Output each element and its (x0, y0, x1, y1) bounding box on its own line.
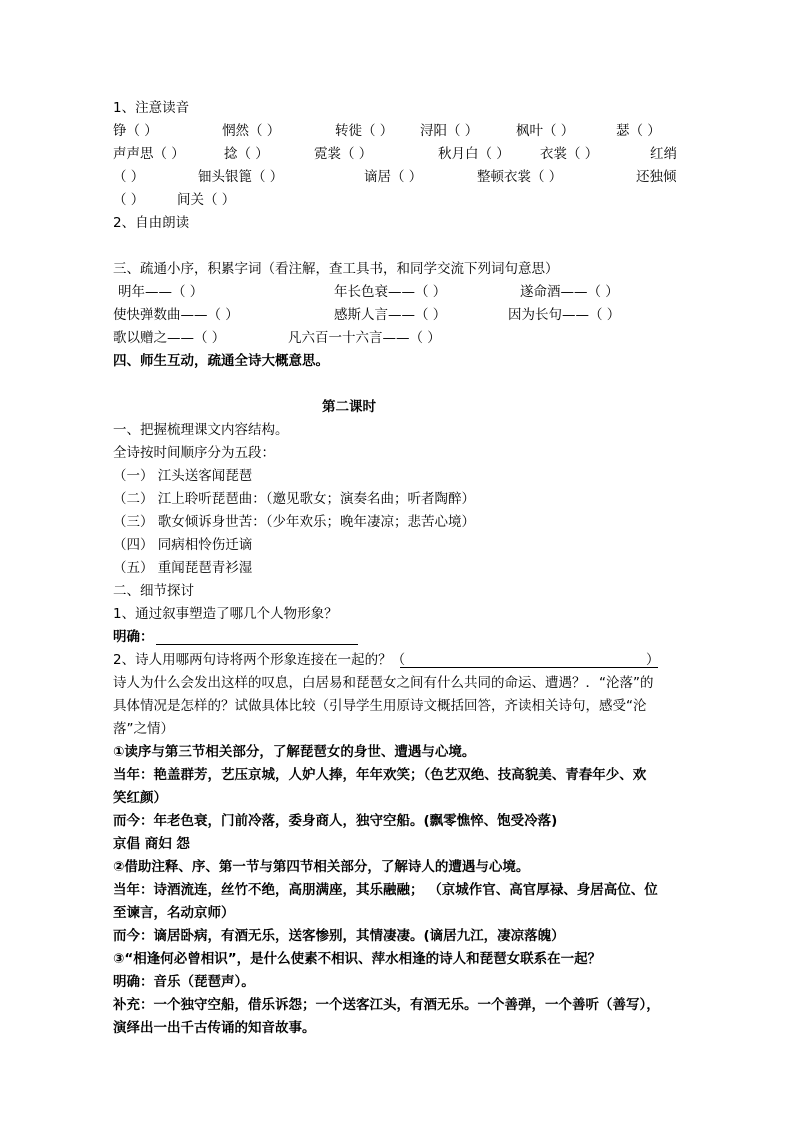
section-heading-vocabulary: 三、疏通小序，积累字词（看注解，查工具书，和同学交流下列词句意思） (113, 261, 559, 277)
pronunciation-item: 霓裳（ ） (314, 146, 373, 162)
supplement-cont: 演绎出一出千古传诵的知音故事。 (113, 1020, 316, 1036)
paragraph-line: 诗人为什么会发出这样的叹息，白居易和琵琶女之间有什么共同的命运、遭遇？．“沦落”的 (113, 675, 654, 691)
pronunciation-item: 转徙（ ） (335, 123, 394, 139)
vocabulary-item: 感斯人言——（ ） (334, 307, 447, 323)
pronunciation-item: 钿头银篦（ ） (198, 169, 284, 185)
vocabulary-item: 遂命酒——（ ） (520, 284, 619, 300)
pronunciation-item: 惘然（ ） (222, 123, 281, 139)
pipa-girl-past-cont: 笑红颜） (113, 790, 167, 806)
vocabulary-item: 歌以赠之——（ ） (113, 330, 226, 346)
pronunciation-item: 还独倾 (636, 169, 677, 185)
pipa-girl-past: 当年：艳盖群芳，艺压京城，人妒人捧，年年欢笑；（色艺双绝、技高貌美、青春年少、欢 (113, 767, 647, 783)
question-2: 2、诗人用哪两句诗将两个形象连接在一起的？（ (113, 652, 406, 668)
pronunciation-item: 捻（ ） (224, 146, 269, 162)
pronunciation-item: 间关（ ） (177, 192, 236, 208)
pronunciation-item: 衣裳（ ） (540, 146, 599, 162)
poet-past-cont: 至谏言，名动京师） (113, 905, 235, 921)
pronunciation-item: 声声思（ ） (113, 146, 185, 162)
vocabulary-item: 年长色衰——（ ） (334, 284, 447, 300)
pipa-girl-tags: 京倡 商妇 怨 (113, 836, 190, 852)
lesson-title: 第二课时 (322, 399, 376, 415)
section-heading-interaction: 四、师生互动，疏通全诗大概意思。 (113, 353, 329, 369)
question-2-blank-line (400, 667, 658, 668)
pronunciation-item: 秋月白（ ） (438, 146, 510, 162)
subsection-connection-title: ③“相逢何必曾相识”，是什么使素不相识、萍水相逢的诗人和琵琶女联系在一起？ (113, 951, 602, 967)
pronunciation-item: （ ） (113, 192, 145, 208)
subsection-pipa-girl-title: ①读序与第三节相关部分，了解琵琶女的身世、遭遇与心境。 (113, 744, 476, 760)
poet-past: 当年：诗酒流连，丝竹不绝，高朋满座，其乐融融； （京城作官、高官厚禄、身居高位、位 (113, 882, 658, 898)
vocabulary-item: 明年——（ ） (118, 284, 204, 300)
vocabulary-item: 因为长句——（ ） (508, 307, 621, 323)
pronunciation-item: （ ） (113, 169, 145, 185)
structure-intro: 全诗按时间顺序分为五段： (113, 445, 275, 461)
paragraph-line: 落”之情） (113, 721, 174, 737)
paragraph-line: 具体情况是怎样的？试做具体比较（引导学生用原诗文概括回答，齐读相关诗句，感受“沦 (113, 698, 647, 714)
vocabulary-item: 使快弹数曲——（ ） (113, 307, 239, 323)
poet-now: 而今：谪居卧病，有酒无乐，送客惨别，其情凄凄。(谪居九江，凄凉落魄） (113, 928, 565, 944)
pronunciation-item: 红绡 (650, 146, 677, 162)
part-heading-structure: 一、把握梳理课文内容结构。 (113, 422, 289, 438)
connection-answer: 明确：音乐（琵琶声）。 (113, 974, 255, 990)
pronunciation-item: 枫叶（ ） (516, 123, 575, 139)
question-2-close: ） (646, 652, 660, 668)
supplement: 补充：一个独守空船，借乐诉怨；一个送客江头，有酒无乐。一个善弹，一个善听（善写）， (113, 997, 660, 1013)
answer-blank-line (156, 644, 358, 645)
segment-item: （四） 同病相怜伤迁谪 (113, 537, 253, 553)
segment-item: （一） 江头送客闻琵琶 (113, 468, 253, 484)
answer-label: 明确： (113, 629, 154, 645)
vocabulary-item: 凡六百一十六言——（ ） (288, 330, 441, 346)
section-heading-reading: 2、自由朗读 (113, 215, 190, 231)
pronunciation-item: 谪居（ ） (364, 169, 423, 185)
segment-item: （二） 江上聆听琵琶曲：（邀见歌女；演奏名曲；听者陶醉） (113, 491, 476, 507)
pronunciation-item: 整顿衣裳（ ） (477, 169, 563, 185)
subsection-poet-title: ②借助注释、序、第一节与第四节相关部分，了解诗人的遭遇与心境。 (113, 859, 530, 875)
pronunciation-item: 铮（ ） (113, 123, 158, 139)
question-1: 1、通过叙事塑造了哪几个人物形象？ (113, 606, 338, 622)
part-heading-details: 二、细节探讨 (113, 583, 194, 599)
pipa-girl-now: 而今：年老色衰，门前冷落，委身商人，独守空船。(飘零憔悴、饱受冷落) (113, 813, 558, 829)
pronunciation-item: 浔阳（ ） (420, 123, 479, 139)
section-heading-pronunciation: 1、注意读音 (113, 100, 190, 116)
segment-item: （五） 重闻琵琶青衫湿 (113, 560, 253, 576)
pronunciation-item: 瑟（ ） (616, 123, 661, 139)
segment-item: （三） 歌女倾诉身世苦：（少年欢乐；晚年凄凉；悲苦心境） (113, 514, 476, 530)
